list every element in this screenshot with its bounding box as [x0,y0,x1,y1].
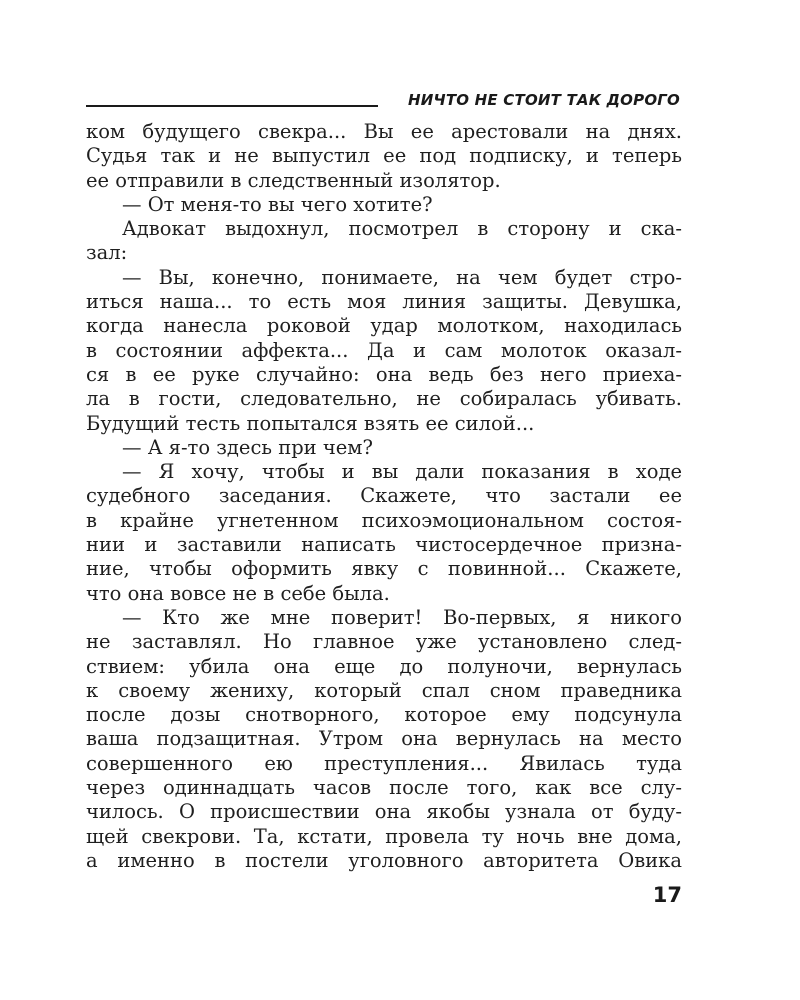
text-line: совершенного ею преступления... Явилась туда [86,751,682,775]
text-line: иться наша... то есть моя линия защиты. Девушка, [86,290,682,314]
text-line: Судья так и не выпустил ее под подписку, и теперь [86,144,682,168]
text-line: — От меня-то вы чего хотите? [122,192,433,216]
text-line: ся в ее руке случайно: она ведь без него приеха- [86,362,682,386]
text-line: — Я хочу, чтобы и вы дали показания в ходе [122,460,682,484]
text-line: ваша подзащитная. Утром она вернулась на место [86,727,682,751]
text-line: Будущий тесть попытался взять ее силой... [86,411,535,435]
text-line: нии и заставили написать чистосердечное призна- [86,533,682,557]
running-title: НИЧТО НЕ СТОИТ ТАК ДОРОГО [408,91,680,109]
text-line: судебного заседания. Скажете, что застали ее [86,484,682,508]
text-line: чилось. О происшествии она якобы узнала от буду- [86,800,682,824]
text-line: в состоянии аффекта... Да и сам молоток оказал- [86,338,682,362]
page-number: 17 [652,883,682,907]
text-line: зал: [86,241,128,265]
text-line: в крайне угнетенном психоэмоциональном состоя- [86,508,682,532]
text-line: ние, чтобы оформить явку с повинной... Скажете, [86,557,682,581]
text-line: — А я-то здесь при чем? [122,435,373,459]
text-line: через одиннадцать часов после того, как все слу- [86,776,682,800]
text-line: после дозы снотворного, которое ему подсунула [86,703,682,727]
text-line: ствием: убила она еще до полуночи, вернулась [86,654,682,678]
text-line: не заставлял. Но главное уже установлено след- [86,630,682,654]
text-line: — Вы, конечно, понимаете, на чем будет стро- [122,265,682,289]
text-line: щей свекрови. Та, кстати, провела ту ночь вне дома, [86,824,682,848]
text-line: ла в гости, следовательно, не собиралась убивать. [86,387,682,411]
text-line: когда нанесла роковой удар молотком, находилась [86,314,682,338]
body-text [86,120,682,873]
text-line: к своему жениху, который спал сном праведника [86,678,682,702]
running-header [86,88,682,110]
text-line: ее отправили в следственный изолятор. [86,168,501,192]
text-line: что она вовсе не в себе была. [86,581,390,605]
text-line: ком будущего свекра... Вы ее арестовали на днях. [86,120,682,143]
text-line: Адвокат выдохнул, посмотрел в сторону и ска- [122,217,682,241]
text-line: а именно в постели уголовного авторитета Овика [86,848,682,872]
header-rule [86,105,378,107]
text-line: — Кто же мне поверит! Во-первых, я никого [122,605,682,629]
